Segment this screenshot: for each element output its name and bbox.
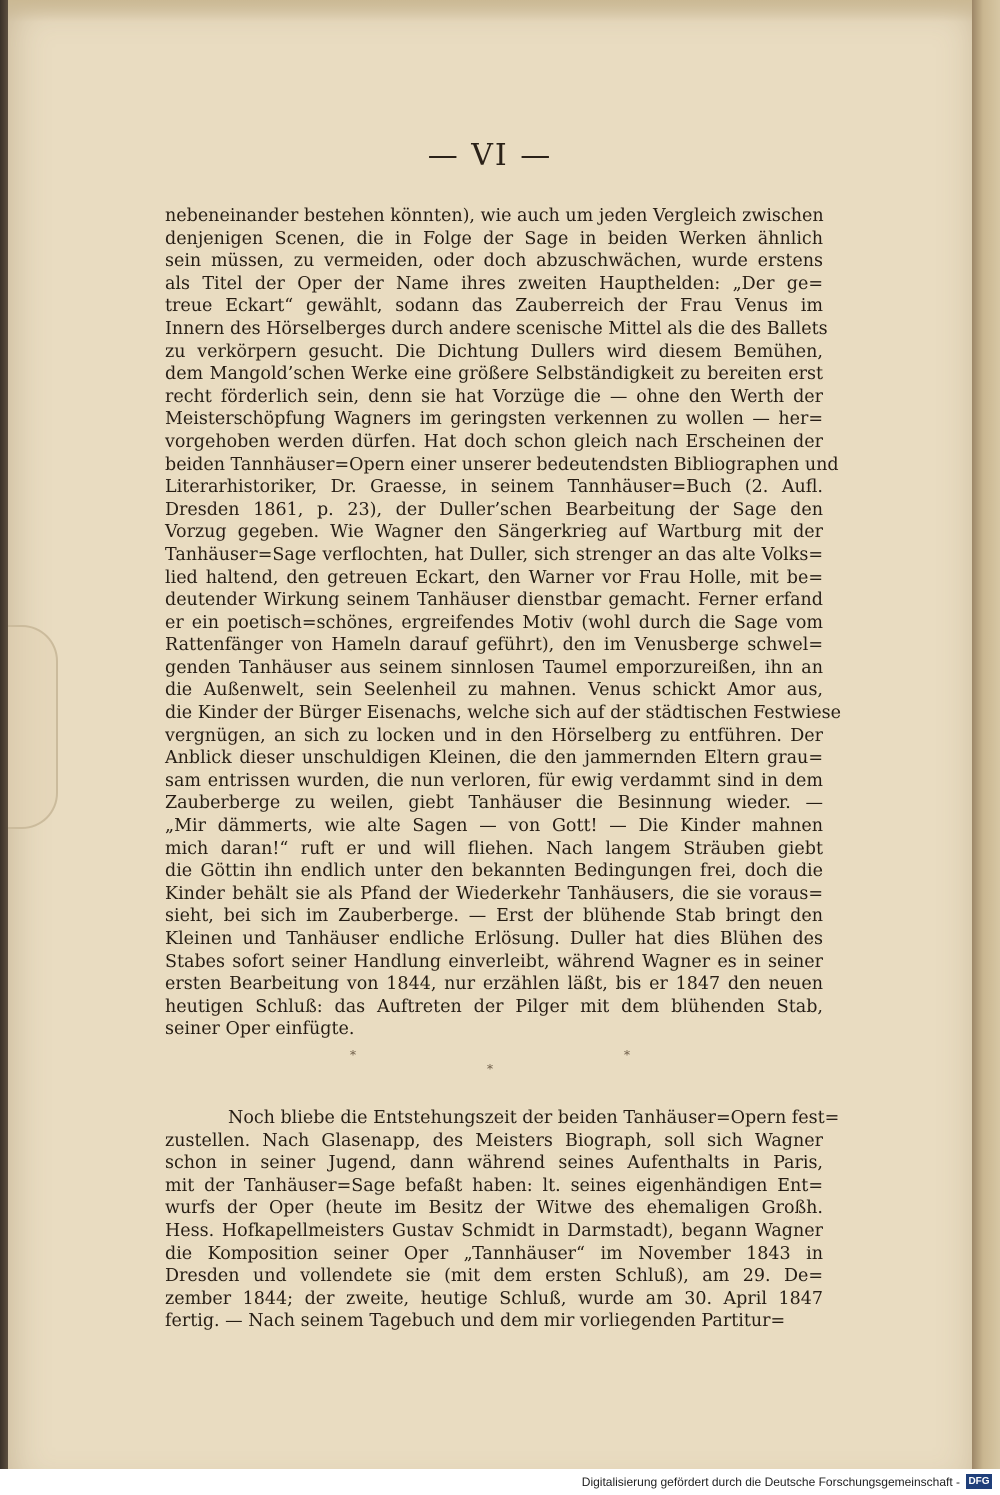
text-line: denjenigen Scenen, die in Folge der Sage in beiden Werken ähnlich — [165, 228, 823, 249]
text-line: nebeneinander bestehen könnten), wie auch um jeden Vergleich zwischen — [165, 206, 824, 226]
section-separator — [350, 1048, 630, 1076]
text-line: vorgehoben werden dürfen. Hat doch schon gleich nach Erscheinen der — [165, 431, 823, 452]
text-line: treue Eckart“ gewählt, sodann das Zauberreich der Frau Venus im — [165, 296, 823, 317]
text-line: Kinder behält sie als Pfand der Wiederkehr Tanhäusers, die sie voraus= — [165, 883, 823, 904]
text-line: Dresden 1861, p. 23), der Duller’schen Bearbeitung der Sage den — [165, 499, 823, 520]
text-line: die Komposition seiner Oper „Tannhäuser“ im November 1843 in — [165, 1243, 823, 1264]
text-line: Noch bliebe die Entstehungszeit der beiden Tanhäuser=Opern fest= — [228, 1108, 840, 1128]
text-line: recht förderlich sein, denn sie hat Vorzüge die — ohne den Werth der — [165, 386, 823, 407]
text-line: beiden Tannhäuser=Opern einer unserer bedeutendsten Bibliographen und — [165, 454, 839, 475]
text-line: schon in seiner Jugend, dann während seines Aufenthalts in Paris, — [165, 1153, 823, 1174]
paragraph-2 — [165, 1107, 840, 1333]
text-line: mit der Tanhäuser=Sage befaßt haben: lt. seines eigenhändigen Ent= — [165, 1175, 823, 1196]
separator-asterisk: * — [350, 1048, 356, 1062]
text-line: Vorzug gegeben. Wie Wagner den Sängerkrieg auf Wartburg mit der — [165, 522, 823, 543]
text-line: sein müssen, zu vermeiden, oder doch abzuschwächen, wurde erstens — [165, 251, 823, 272]
text-line: fertig. — Nach seinem Tagebuch und dem mir vorliegenden Partitur= — [165, 1311, 786, 1332]
page-number-header: — VI — — [427, 138, 553, 173]
clip-imprint — [8, 625, 58, 829]
text-line: die Kinder der Bürger Eisenachs, welche sich auf der städtischen Festwiese — [165, 703, 841, 724]
text-line: heutigen Schluß: das Auftreten der Pilger mit dem blühenden Stab, — [165, 996, 823, 1017]
text-line: Rattenfänger von Hameln darauf geführt), den im Venusberge schwel= — [165, 635, 823, 656]
paragraph-1 — [165, 205, 841, 1041]
text-line: Stabes sofort seiner Handlung einverleibt, während Wagner es in seiner — [165, 951, 823, 972]
text-line: die Außenwelt, sein Seelenheil zu mahnen. Venus schickt Amor aus, — [165, 680, 823, 701]
text-line: zember 1844; der zweite, heutige Schluß, wurde am 30. April 1847 — [165, 1288, 823, 1309]
text-line: zu verkörpern gesucht. Die Dichtung Dullers wird diesem Bemühen, — [165, 341, 823, 362]
text-line: Anblick dieser unschuldigen Kleinen, die den jammernden Eltern grau= — [165, 748, 823, 769]
text-line: dem Mangold’schen Werke eine größere Selbständigkeit zu bereiten erst — [165, 364, 823, 385]
text-line: seiner Oper einfügte. — [165, 1019, 355, 1040]
text-line: zustellen. Nach Glasenapp, des Meisters Biograph, soll sich Wagner — [165, 1130, 823, 1151]
text-line: die Göttin ihn endlich unter den bekannten Bedingungen frei, doch die — [165, 861, 823, 882]
text-line: deutender Wirkung seinem Tanhäuser dienstbar gemacht. Ferner erfand — [165, 590, 823, 611]
text-line: er ein poetisch=schönes, ergreifendes Motiv (wohl durch die Sage vom — [165, 612, 823, 633]
text-line: „Mir dämmerts, wie alte Sagen — von Gott! — Die Kinder mahnen — [165, 816, 823, 837]
text-line: Zauberberge zu weilen, giebt Tanhäuser die Besinnung wieder. — — [165, 793, 823, 814]
page-top-shadow — [8, 0, 980, 22]
text-line: Tanhäuser=Sage verflochten, hat Duller, sich strenger an das alte Volks= — [165, 544, 823, 565]
text-line: als Titel der Oper der Name ihres zweiten Haupthelden: „Der ge= — [165, 273, 823, 294]
text-line: Hess. Hofkapellmeisters Gustav Schmidt in Darmstadt), begann Wagner — [165, 1220, 823, 1241]
digitization-footer — [0, 1469, 1000, 1495]
text-line: lied haltend, den getreuen Eckart, den Warner vor Frau Holle, mit be= — [165, 567, 823, 588]
text-line: ersten Bearbeitung von 1844, nur erzählen läßt, bis er 1847 den neuen — [165, 974, 823, 995]
text-line: genden Tanhäuser aus seinem sinnlosen Taumel emporzureißen, ihn an — [165, 657, 823, 678]
text-line: mich daran!“ ruft er und will fliehen. Nach langem Sträuben giebt — [165, 838, 823, 859]
text-line: Innern des Hörselberges durch andere scenische Mittel als die des Ballets — [165, 318, 828, 339]
text-line: sam entrissen wurden, die nun verloren, für ewig verdammt sind in dem — [165, 770, 823, 791]
book-page-edge-right — [972, 0, 1000, 1495]
separator-asterisk: * — [624, 1048, 630, 1062]
separator-asterisk: * — [487, 1062, 493, 1076]
text-line: vergnügen, an sich zu locken und in den Hörselberg zu entführen. Der — [165, 725, 823, 746]
text-line: Kleinen und Tanhäuser endliche Erlösung. Duller hat dies Blühen des — [165, 929, 823, 949]
footer-credit-text: Digitalisierung gefördert durch die Deutsche Forschungsgemeinschaft - — [581, 1475, 960, 1489]
text-line: Dresden und vollendete sie (mit dem ersten Schluß), am 29. De= — [165, 1266, 823, 1287]
text-line: sieht, bei sich im Zauberberge. — Erst der blühende Stab bringt den — [165, 906, 823, 927]
text-line: Literarhistoriker, Dr. Graesse, in seinem Tannhäuser=Buch (2. Aufl. — [165, 477, 823, 498]
text-line: wurfs der Oper (heute im Besitz der Witwe des ehemaligen Großh. — [165, 1198, 823, 1219]
text-line: Meisterschöpfung Wagners im geringsten verkennen zu wollen — her= — [165, 409, 823, 430]
dfg-logo: DFG — [966, 1474, 992, 1489]
